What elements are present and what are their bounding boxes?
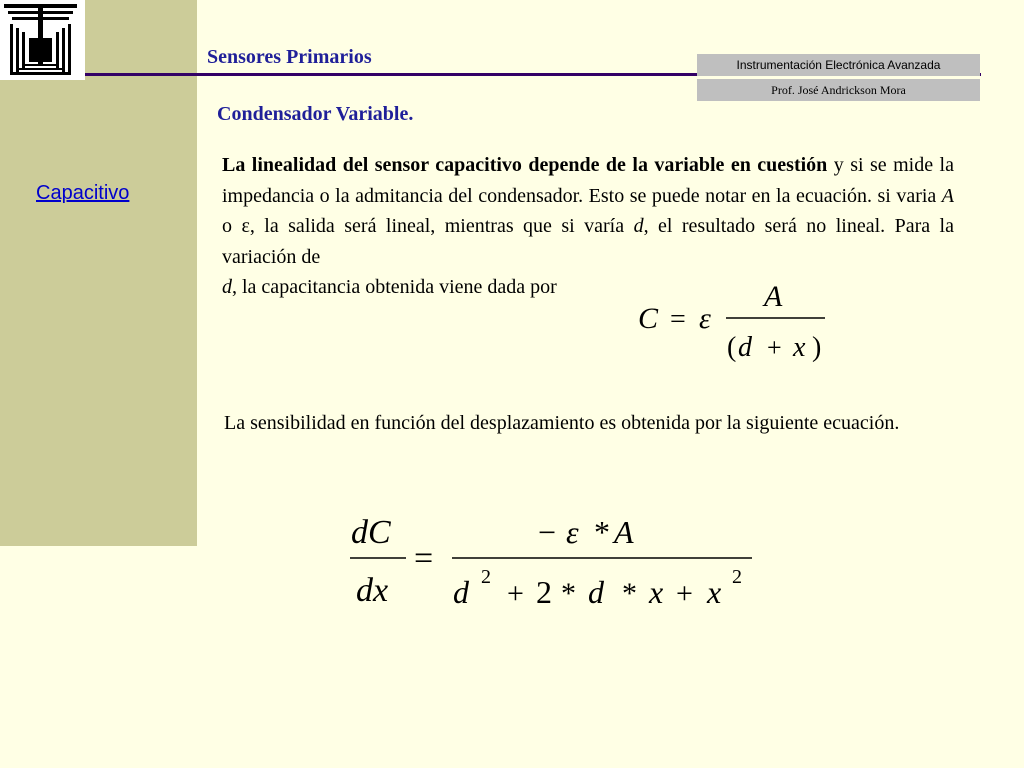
eq2-den-exp2: 2 [732, 566, 742, 588]
para1-text-2: o ε, la salida será lineal, mientras que si varía [222, 215, 634, 237]
eq2-den-two: 2 [536, 574, 552, 610]
body-paragraph-2: La sensibilidad en función del desplazamiento es obtenida por la siguiente ecuación. [224, 412, 900, 434]
course-label: Instrumentación Electrónica Avanzada [697, 54, 980, 76]
institution-logo [0, 0, 85, 80]
eq1-numerator: A [764, 280, 783, 313]
eq2-lhs-denominator: dx [356, 572, 389, 609]
logo-emblem-icon [0, 0, 85, 80]
eq1-lhs: C [638, 302, 659, 335]
eq2-den-x2: x [707, 574, 722, 610]
eq2-den-x1: x [649, 574, 664, 610]
eq1-den-plus: + [767, 333, 782, 362]
eq2-num-minus: − [538, 514, 557, 550]
para1-text-4: , la capacitancia obtenida viene dada por [232, 276, 557, 298]
para1-var-d-2: d [222, 276, 232, 298]
eq1-open-paren: ( [727, 332, 737, 363]
slide-subtitle: Condensador Variable. [217, 103, 414, 125]
eq2-den-plus2: + [676, 577, 693, 610]
para1-var-a: A [941, 184, 954, 207]
eq2-num-star: * [594, 514, 610, 550]
eq2-den-plus1: + [507, 577, 524, 610]
eq2-den-d1: d [453, 574, 469, 610]
para1-text-3: , el resultado será no lineal. Para la variación de [222, 215, 954, 268]
eq1-equals: = [670, 304, 686, 335]
eq2-den-star2: * [622, 577, 637, 610]
eq2-num-epsilon: ε [566, 514, 579, 550]
professor-label: Prof. José Andrickson Mora [697, 79, 980, 101]
para1-text-1: y si se mide la impedancia o la admitancia del condensador. Esto se puede notar en la ecuación. si varia [222, 154, 954, 207]
eq2-equals: = [414, 540, 434, 577]
eq2-den-d2: d [588, 574, 604, 610]
eq1-den-d: d [738, 332, 752, 363]
eq2-lhs-numerator: dC [351, 514, 391, 551]
eq1-den-x: x [793, 332, 806, 363]
left-sidebar [0, 0, 197, 546]
eq1-epsilon: ε [699, 302, 711, 335]
eq1-close-paren: ) [812, 332, 822, 363]
sidebar-link-capacitivo[interactable]: Capacitivo [36, 182, 130, 204]
sensitivity-equation [340, 505, 770, 615]
body-paragraph-1 [222, 150, 954, 303]
eq2-den-exp1: 2 [481, 566, 491, 588]
capacitance-equation [630, 276, 840, 366]
slide-title: Sensores Primarios [207, 46, 372, 68]
para1-var-d: d [633, 215, 644, 237]
para1-bold-text: La linealidad del sensor capacitivo depende de la variable en cuestión [222, 154, 828, 176]
eq2-num-a: A [614, 514, 634, 550]
eq2-den-star1: * [561, 577, 576, 610]
